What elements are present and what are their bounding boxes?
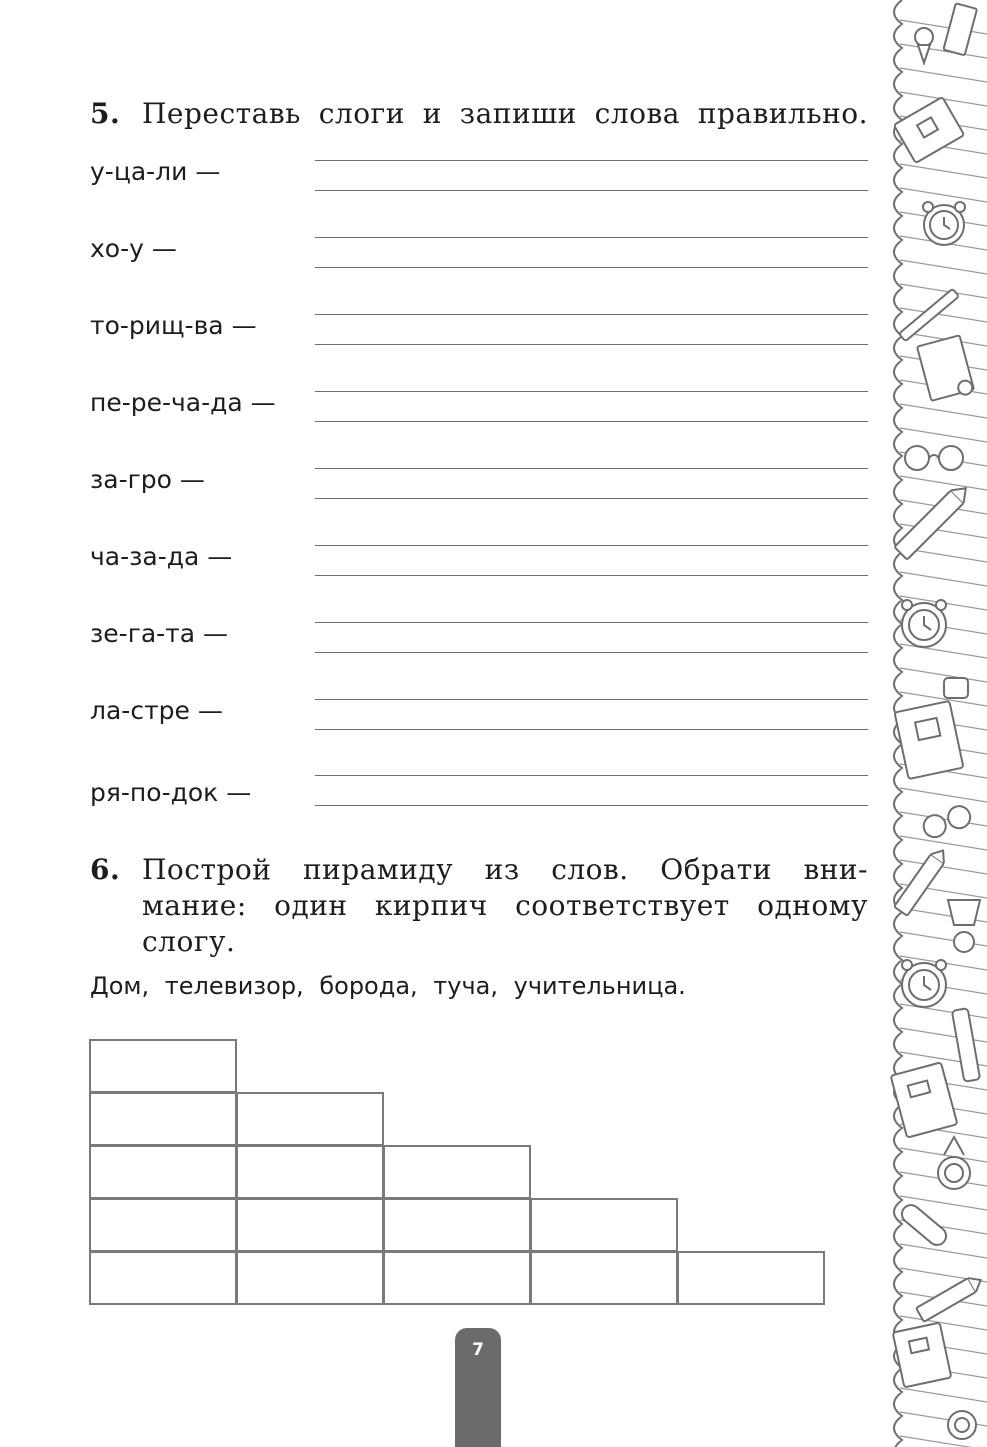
exercise-row: [90, 388, 868, 451]
medal-icon: [938, 1137, 970, 1189]
scrambled-word: ря-по-док —: [90, 778, 252, 807]
answer-line[interactable]: [315, 498, 868, 499]
alarm-clock-icon: [902, 600, 946, 647]
pyramid-brick[interactable]: [236, 1198, 384, 1252]
pencil-icon: [894, 846, 950, 916]
answer-line[interactable]: [315, 344, 868, 345]
notebook-line: [900, 644, 987, 658]
task-5-text: Переставь слоги и запиши слова правильно.: [142, 97, 868, 130]
planner-icon: [895, 701, 964, 779]
exercise-row: [90, 234, 868, 297]
scrambled-word: ла-стре —: [90, 696, 223, 725]
medal-icon: [948, 1411, 976, 1439]
notebook-line: [900, 836, 987, 850]
answer-line[interactable]: [315, 622, 868, 623]
notebook-line: [900, 1004, 987, 1018]
notebook-line: [900, 572, 987, 586]
scrambled-word: зе-га-та —: [90, 619, 229, 648]
notebook-line: [900, 188, 987, 202]
pushpin-icon: [915, 28, 933, 63]
pyramid-brick[interactable]: [236, 1251, 384, 1305]
answer-line[interactable]: [315, 421, 868, 422]
notebook-line: [900, 260, 987, 274]
book-icon: [893, 1323, 952, 1388]
pyramid-brick[interactable]: [89, 1251, 237, 1305]
answer-line[interactable]: [315, 267, 868, 268]
lightbulb-icon: [944, 678, 968, 698]
word-list: Дом, телевизор, борода, туча, учительница.: [90, 972, 686, 1000]
notebook-line: [900, 788, 987, 802]
paperclip-icon: [898, 1201, 949, 1248]
answer-line[interactable]: [315, 652, 868, 653]
exercise-row: [90, 465, 868, 528]
pyramid-brick[interactable]: [383, 1145, 531, 1199]
notebook-line: [900, 1388, 987, 1402]
answer-line[interactable]: [315, 314, 868, 315]
answer-line[interactable]: [315, 468, 868, 469]
answer-line[interactable]: [315, 805, 868, 806]
exercise-row: [90, 619, 868, 682]
pyramid-brick[interactable]: [530, 1198, 678, 1252]
exercise-row: [90, 542, 868, 605]
answer-line[interactable]: [315, 699, 868, 700]
task-6-title: [90, 852, 868, 960]
pyramid-brick[interactable]: [383, 1198, 531, 1252]
glasses-icon: [921, 803, 974, 840]
task-6-line-3: слогу.: [142, 925, 236, 958]
pyramid-brick[interactable]: [89, 1092, 237, 1146]
exercise-row: [90, 311, 868, 374]
notebook-line: [900, 476, 987, 490]
notebook-line: [900, 164, 987, 178]
scrambled-word: за-гро —: [90, 465, 205, 494]
exercise-row: [90, 157, 868, 220]
task-5-number: 5.: [90, 97, 121, 130]
answer-line[interactable]: [315, 237, 868, 238]
notebook-icon: [894, 97, 964, 163]
alarm-clock-icon: [923, 202, 965, 245]
task-6-number: 6.: [90, 853, 121, 886]
exercise-row: [90, 696, 868, 759]
pyramid-brick[interactable]: [89, 1039, 237, 1093]
notebook-line: [900, 1436, 987, 1447]
scrambled-word: ча-за-да —: [90, 542, 233, 571]
task-5-title: [90, 96, 868, 132]
page-number: 7: [472, 1340, 484, 1360]
answer-line[interactable]: [315, 545, 868, 546]
task-6-line-2: мание: один кирпич соответствует одному: [142, 889, 868, 922]
book-icon: [943, 3, 977, 55]
answer-line[interactable]: [315, 729, 868, 730]
pencil-icon: [916, 1273, 985, 1322]
certificate-icon: [917, 335, 975, 403]
scrambled-word: у-ца-ли —: [90, 157, 221, 186]
pyramid-brick[interactable]: [236, 1145, 384, 1199]
alarm-clock-icon: [902, 960, 946, 1007]
scrambled-word: хо-у —: [90, 234, 177, 263]
answer-line[interactable]: [315, 391, 868, 392]
pyramid-brick[interactable]: [530, 1251, 678, 1305]
decorative-border: [884, 0, 987, 1447]
task-6-line-1: Построй пирамиду из слов. Обрати вни-: [142, 853, 868, 886]
answer-line[interactable]: [315, 775, 868, 776]
pyramid-brick[interactable]: [236, 1092, 384, 1146]
glasses-icon: [905, 446, 963, 470]
notebook-line: [900, 1244, 987, 1258]
pencil-icon: [894, 482, 972, 560]
pen-icon: [952, 1008, 980, 1082]
pen-icon: [899, 289, 959, 342]
pyramid-brick[interactable]: [89, 1145, 237, 1199]
pyramid-brick[interactable]: [383, 1251, 531, 1305]
pyramid-brick[interactable]: [677, 1251, 825, 1305]
answer-line[interactable]: [315, 190, 868, 191]
scrambled-word: пе-ре-ча-да —: [90, 388, 276, 417]
exercise-row: [90, 775, 868, 835]
notebook-line: [900, 68, 987, 82]
notebook-line: [900, 428, 987, 442]
notebook-line: [900, 404, 987, 418]
answer-line[interactable]: [315, 575, 868, 576]
pyramid-brick[interactable]: [89, 1198, 237, 1252]
answer-line[interactable]: [315, 160, 868, 161]
scrambled-word: то-рищ-ва —: [90, 311, 257, 340]
